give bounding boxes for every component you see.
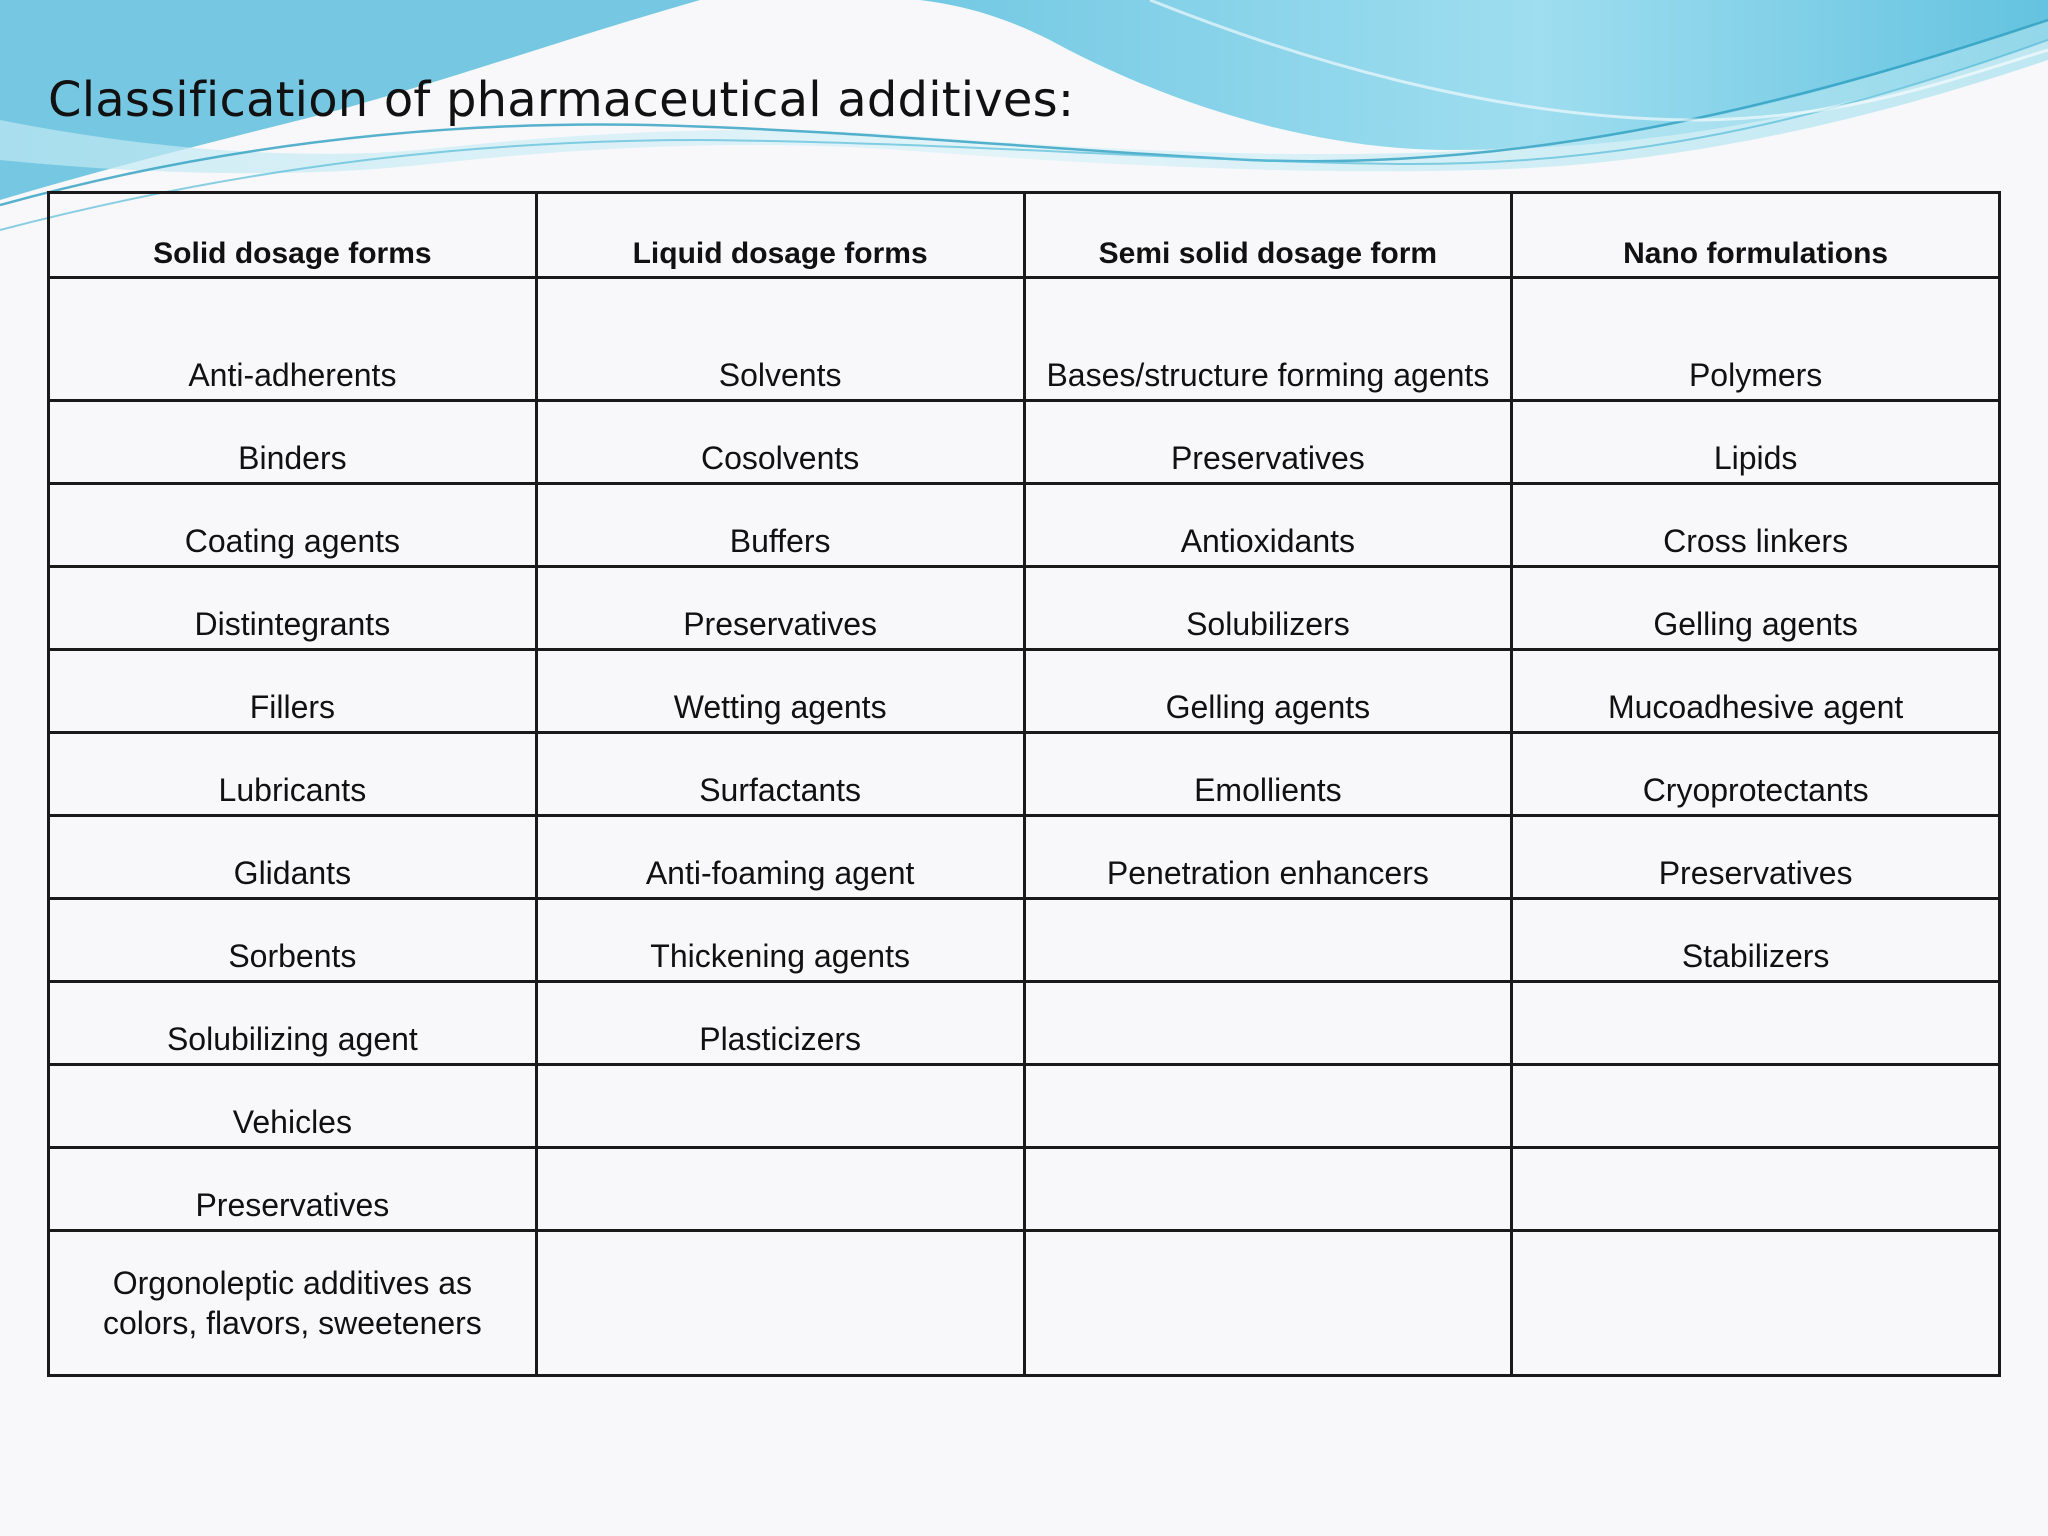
- table-cell: [1024, 899, 1512, 982]
- table-cell: Orgonoleptic additives as colors, flavors, sweeteners: [49, 1231, 537, 1376]
- table-cell: Preservatives: [1024, 401, 1512, 484]
- table-cell: [1512, 1148, 2000, 1231]
- table-cell: Surfactants: [536, 733, 1024, 816]
- table-cell: [1512, 982, 2000, 1065]
- table-cell: [1024, 1231, 1512, 1376]
- table-cell: Plasticizers: [536, 982, 1024, 1065]
- table-row: [49, 816, 2000, 899]
- header-semi-solid-dosage-form: Semi solid dosage form: [1024, 193, 1512, 278]
- table-cell: Wetting agents: [536, 650, 1024, 733]
- table-row: [49, 650, 2000, 733]
- additives-classification-table: [47, 191, 2001, 1377]
- table-cell: Preservatives: [536, 567, 1024, 650]
- table-cell: Bases/structure forming agents: [1024, 278, 1512, 401]
- table-cell: [1512, 1065, 2000, 1148]
- table-row: [49, 484, 2000, 567]
- table-cell: Solvents: [536, 278, 1024, 401]
- table-cell: Cross linkers: [1512, 484, 2000, 567]
- table-row: [49, 278, 2000, 401]
- table-row: [49, 1065, 2000, 1148]
- header-solid-dosage-forms: Solid dosage forms: [49, 193, 537, 278]
- table-cell: Lubricants: [49, 733, 537, 816]
- table-row: [49, 982, 2000, 1065]
- table-cell: Mucoadhesive agent: [1512, 650, 2000, 733]
- table-cell: Thickening agents: [536, 899, 1024, 982]
- header-nano-formulations: Nano formulations: [1512, 193, 2000, 278]
- table-cell: [536, 1148, 1024, 1231]
- table-cell: Penetration enhancers: [1024, 816, 1512, 899]
- table-cell: Anti-adherents: [49, 278, 537, 401]
- table-cell: [1512, 1231, 2000, 1376]
- table-cell: Emollients: [1024, 733, 1512, 816]
- slide-title: Classification of pharmaceutical additives:: [48, 72, 1075, 128]
- table-header-row: [49, 193, 2000, 278]
- table-cell: Stabilizers: [1512, 899, 2000, 982]
- table-cell: Buffers: [536, 484, 1024, 567]
- table-cell: Distintegrants: [49, 567, 537, 650]
- table-row: [49, 567, 2000, 650]
- table-cell: Cosolvents: [536, 401, 1024, 484]
- table-cell: Anti-foaming agent: [536, 816, 1024, 899]
- table-row: [49, 899, 2000, 982]
- table-cell: [1024, 1148, 1512, 1231]
- table-cell: Antioxidants: [1024, 484, 1512, 567]
- table-cell: Glidants: [49, 816, 537, 899]
- table-cell: Gelling agents: [1024, 650, 1512, 733]
- table-row: [49, 401, 2000, 484]
- table-cell: [536, 1065, 1024, 1148]
- table-cell: Binders: [49, 401, 537, 484]
- table-cell: Solubilizing agent: [49, 982, 537, 1065]
- table-cell: Solubilizers: [1024, 567, 1512, 650]
- table-cell: [536, 1231, 1024, 1376]
- table-cell: [1024, 1065, 1512, 1148]
- table-cell: Coating agents: [49, 484, 537, 567]
- table-cell: [1024, 982, 1512, 1065]
- header-liquid-dosage-forms: Liquid dosage forms: [536, 193, 1024, 278]
- table-cell: Sorbents: [49, 899, 537, 982]
- table-cell: Preservatives: [49, 1148, 537, 1231]
- table-cell: Fillers: [49, 650, 537, 733]
- table-cell: Polymers: [1512, 278, 2000, 401]
- table-cell: Preservatives: [1512, 816, 2000, 899]
- table-row: [49, 733, 2000, 816]
- table-row: [49, 1231, 2000, 1376]
- table-cell: Vehicles: [49, 1065, 537, 1148]
- table-row: [49, 1148, 2000, 1231]
- table-cell: Cryoprotectants: [1512, 733, 2000, 816]
- table-cell: Lipids: [1512, 401, 2000, 484]
- table-cell: Gelling agents: [1512, 567, 2000, 650]
